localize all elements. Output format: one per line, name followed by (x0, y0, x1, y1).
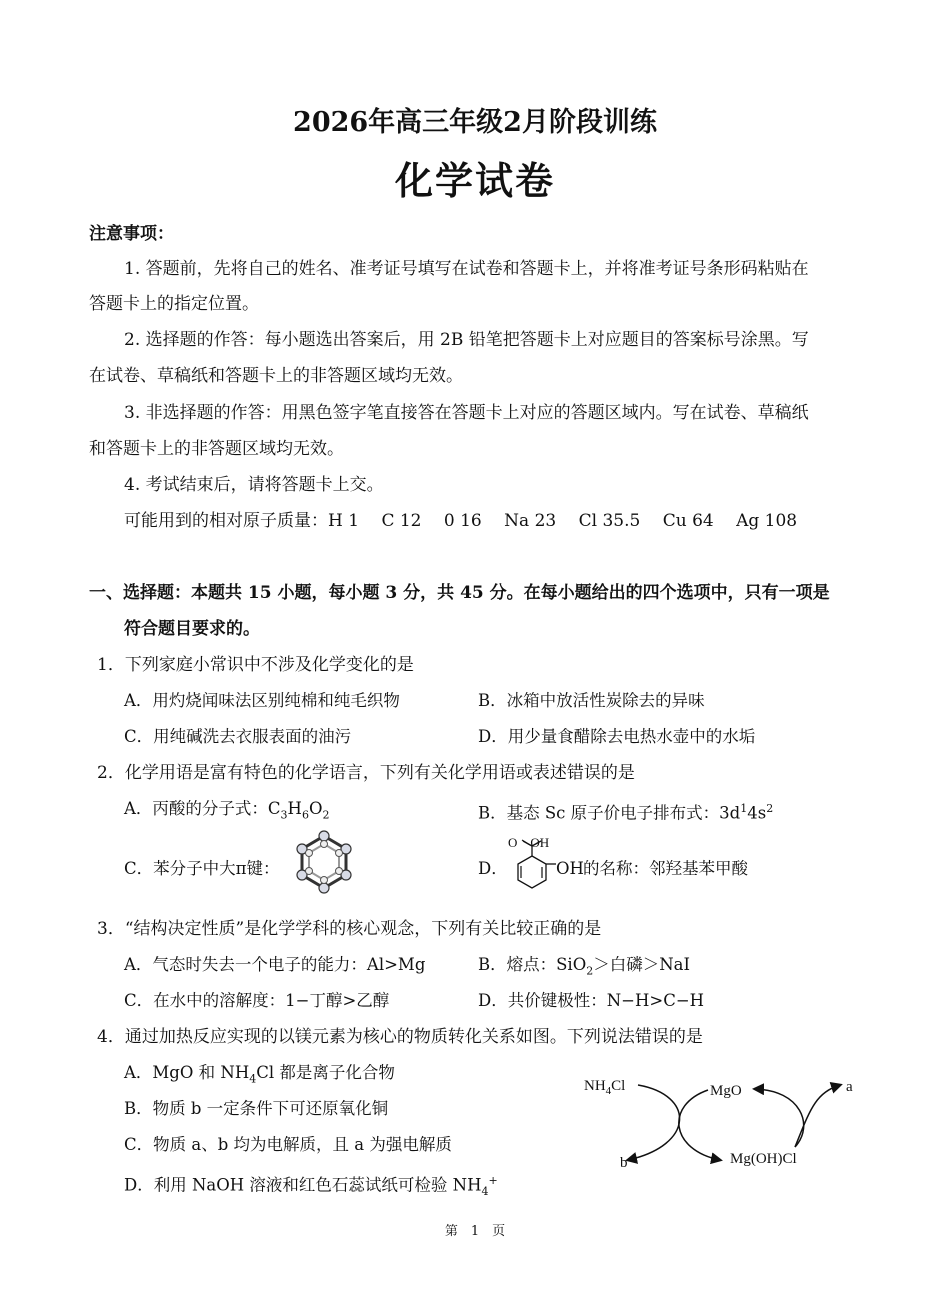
arc-mgohcl-to-mgo (755, 1089, 804, 1147)
q2-option-d-suffix: 的名称：邻羟基苯甲酸 (583, 859, 748, 878)
orbital-4s-count: 2 (766, 802, 774, 815)
formula-o: O (308, 799, 323, 818)
q4-option-b: B．物质 b 一定条件下可还原氧化铜 (124, 1099, 389, 1118)
q4-option-d (124, 1169, 498, 1204)
q2-option-d-oh: OH (556, 859, 584, 878)
q1-option-d: D．用少量食醋除去电热水壶中的水垢 (478, 727, 756, 746)
formula-c: C (267, 799, 281, 818)
atomic-mass-line: 可能用到的相对原子质量：H 1 C 12 0 16 Na 23 Cl 35.5 Cu 64 Ag 108 (124, 511, 798, 531)
q2-option-a (124, 797, 329, 827)
orbital-4s: 4s (747, 803, 767, 823)
formula-c-count: 3 (280, 808, 288, 822)
q2-option-b-prefix: B．基态 Sc 原子价电子排布式： (478, 803, 720, 823)
notice-item1-line2: 答题卡上的指定位置。 (89, 294, 259, 314)
notice-item3-line2: 和答题卡上的非答题区域均无效。 (89, 439, 344, 459)
notice-heading: 注意事项： (89, 224, 174, 244)
benzene-pi-bond-model (292, 830, 356, 894)
q4-option-d-prefix: D．利用 NaOH 溶液和红色石蕊试纸可检验 NH (124, 1175, 482, 1195)
section1-heading-line1: 一、选择题：本题共 15 小题，每小题 3 分，共 45 分。在每小题给出的四个选项中，只有一项是 (89, 583, 830, 603)
q4-option-a (124, 1061, 395, 1091)
notice-item1-line1: 1. 答题前，先将自己的姓名、准考证号填写在试卷和答题卡上，并将准考证号条形码粘贴在 (124, 259, 809, 279)
q2-option-a-prefix: A．丙酸的分子式： (124, 799, 268, 818)
label-b: b (620, 1155, 628, 1171)
arc-mgo-to-mgohcl (679, 1090, 720, 1160)
q4-option-d-sup: + (488, 1174, 498, 1187)
label-nh4cl-cl: Cl (611, 1078, 626, 1094)
section1-heading-line2: 符合题目要求的。 (124, 619, 260, 639)
label-mgohcl: Mg(OH)Cl (730, 1151, 797, 1167)
q4-option-c: C．物质 a、b 均为电解质，且 a 为强电解质 (124, 1135, 452, 1154)
q3-stem: 3．“结构决定性质”是化学学科的核心观念，下列有关比较正确的是 (97, 919, 602, 939)
q3-option-d: D．共价键极性：N−H>C−H (478, 991, 705, 1010)
label-a: a (846, 1079, 853, 1095)
subject-title: 化学试卷 (394, 158, 555, 203)
q3-option-c: C．在水中的溶解度：1−丁醇>乙醇 (124, 991, 390, 1010)
formula-o-count: 2 (322, 808, 330, 822)
exam-title: 2026年高三年级2月阶段训练 (293, 107, 657, 138)
label-nh4cl (584, 1078, 625, 1097)
carboxyl-label: O OH (508, 835, 550, 850)
q2-option-c: C．苯分子中大π键： (124, 859, 280, 878)
notice-item3-line1: 3. 非选择题的作答：用黑色签字笔直接答在答题卡上对应的答题区域内。写在试卷、草稿纸 (124, 403, 809, 423)
q3-option-b-prefix: B．熔点：SiO (478, 955, 587, 974)
q3-option-b-suffix: ＞白磷＞NaI (593, 955, 691, 974)
q1-stem: 1．下列家庭小常识中不涉及化学变化的是 (97, 655, 414, 675)
label-nh4cl-n: NH (584, 1078, 606, 1094)
q3-option-a: A．气态时失去一个电子的能力：Al>Mg (124, 955, 426, 974)
q4-option-a-prefix: A．MgO 和 NH (124, 1063, 250, 1082)
orbital-3d-count: 1 (740, 802, 748, 815)
q1-option-b: B．冰箱中放活性炭除去的异味 (478, 691, 705, 710)
q4-option-d-sub: 4 (481, 1184, 489, 1198)
formula-h: H (287, 799, 302, 818)
page-number: 第 1 页 (444, 1224, 506, 1239)
q2-stem: 2．化学用语是富有特色的化学语言，下列有关化学用语或表述错误的是 (97, 763, 635, 783)
arc-nh4cl-to-b (628, 1085, 680, 1160)
orbital-3d: 3d (719, 803, 741, 823)
q2-option-b (478, 797, 773, 826)
label-nh4cl-sub: 4 (605, 1085, 612, 1097)
notice-item2-line1: 2. 选择题的作答：每小题选出答案后，用 2B 铅笔把答题卡上对应题目的答案标号涂黑。写 (124, 330, 809, 350)
q1-option-c: C．用纯碱洗去衣服表面的油污 (124, 727, 352, 746)
formula-h-count: 6 (301, 808, 309, 822)
q3-option-b-sub: 2 (586, 964, 594, 978)
label-mgo: MgO (710, 1083, 742, 1099)
q4-stem: 4．通过加热反应实现的以镁元素为核心的物质转化关系如图。下列说法错误的是 (97, 1027, 703, 1047)
notice-item2-line2: 在试卷、草稿纸和答题卡上的非答题区域均无效。 (89, 366, 463, 386)
q4-option-a-suffix: Cl 都是离子化合物 (256, 1063, 395, 1082)
notice-item4: 4. 考试结束后，请将答题卡上交。 (124, 475, 384, 495)
q4-option-a-sub: 4 (249, 1072, 257, 1086)
q2-option-d-prefix: D． (478, 859, 508, 878)
q1-option-a: A．用灼烧闻味法区别纯棉和纯毛织物 (124, 691, 400, 710)
q3-option-b (478, 953, 690, 983)
